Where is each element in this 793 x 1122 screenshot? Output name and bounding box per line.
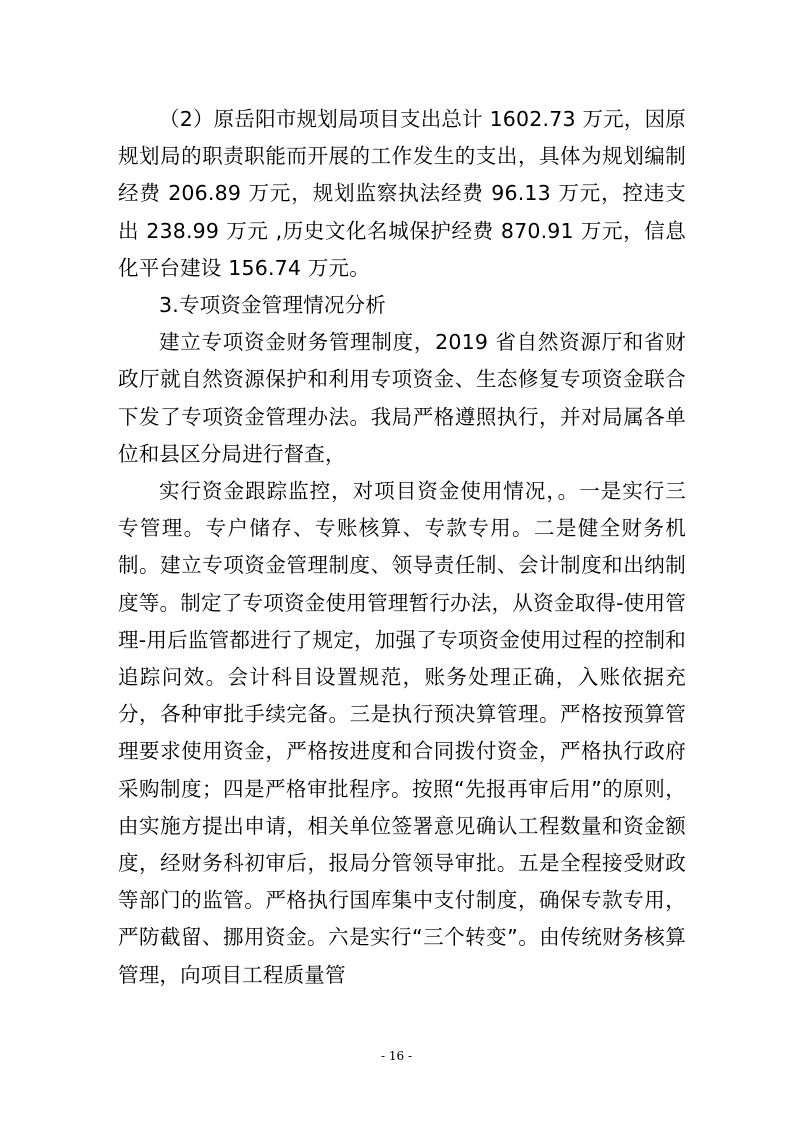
paragraph-planning-bureau-expenditure: （2）原岳阳市规划局项目支出总计 1602.73 万元，因原规划局的职责职能而开展的工作发生的支出，具体为规划编制经费 206.89 万元，规划监察执法经费 96.13 万元，控违支出 238.99 万元 ,历史文化名城保护经费 870.91 万元，信息化平台建设 156.74 万元。 xyxy=(118,107,686,280)
section-heading-special-funds: 3.专项资金管理情况分析 xyxy=(159,293,386,318)
paragraph-fund-management-system: 建立专项资金财务管理制度，2019 省自然资源厅和省财政厅就自然资源保护和利用专项资金、生态修复专项资金联合下发了专项资金管理办法。我局严格遵照执行，并对局属各单位和县区分局进行督查， xyxy=(118,330,686,466)
document-body xyxy=(118,101,686,994)
paragraph-fund-tracking-monitoring: 实行资金跟踪监控，对项目资金使用情况，。一是实行三专管理。专户储存、专账核算、专款专用。二是健全财务机制。建立专项资金管理制度、领导责任制、会计制度和出纳制度等。制定了专项资金使用管理暂行办法，从资金取得-使用管理-用后监管都进行了规定，加强了专项资金使用过程的控制和追踪问效。会计科目设置规范，账务处理正确，入账依据充分，各种审批手续完备。三是执行预决算管理。严格按预算管理要求使用资金，严格按进度和合同拨付资金，严格执行政府采购制度；四是严格审批程序。按照“先报再审后用”的原则，由实施方提出申请，相关单位签署意见确认工程数量和资金额度，经财务科初审后，报局分管领导审批。五是全程接受财政等部门的监管。严格执行国库集中支付制度，确保专款专用，严防截留、挪用资金。六是实行“三个转变”。由传统财务核算管理，向项目工程质量管 xyxy=(118,479,686,987)
page-number: - 16 - xyxy=(380,1049,412,1063)
